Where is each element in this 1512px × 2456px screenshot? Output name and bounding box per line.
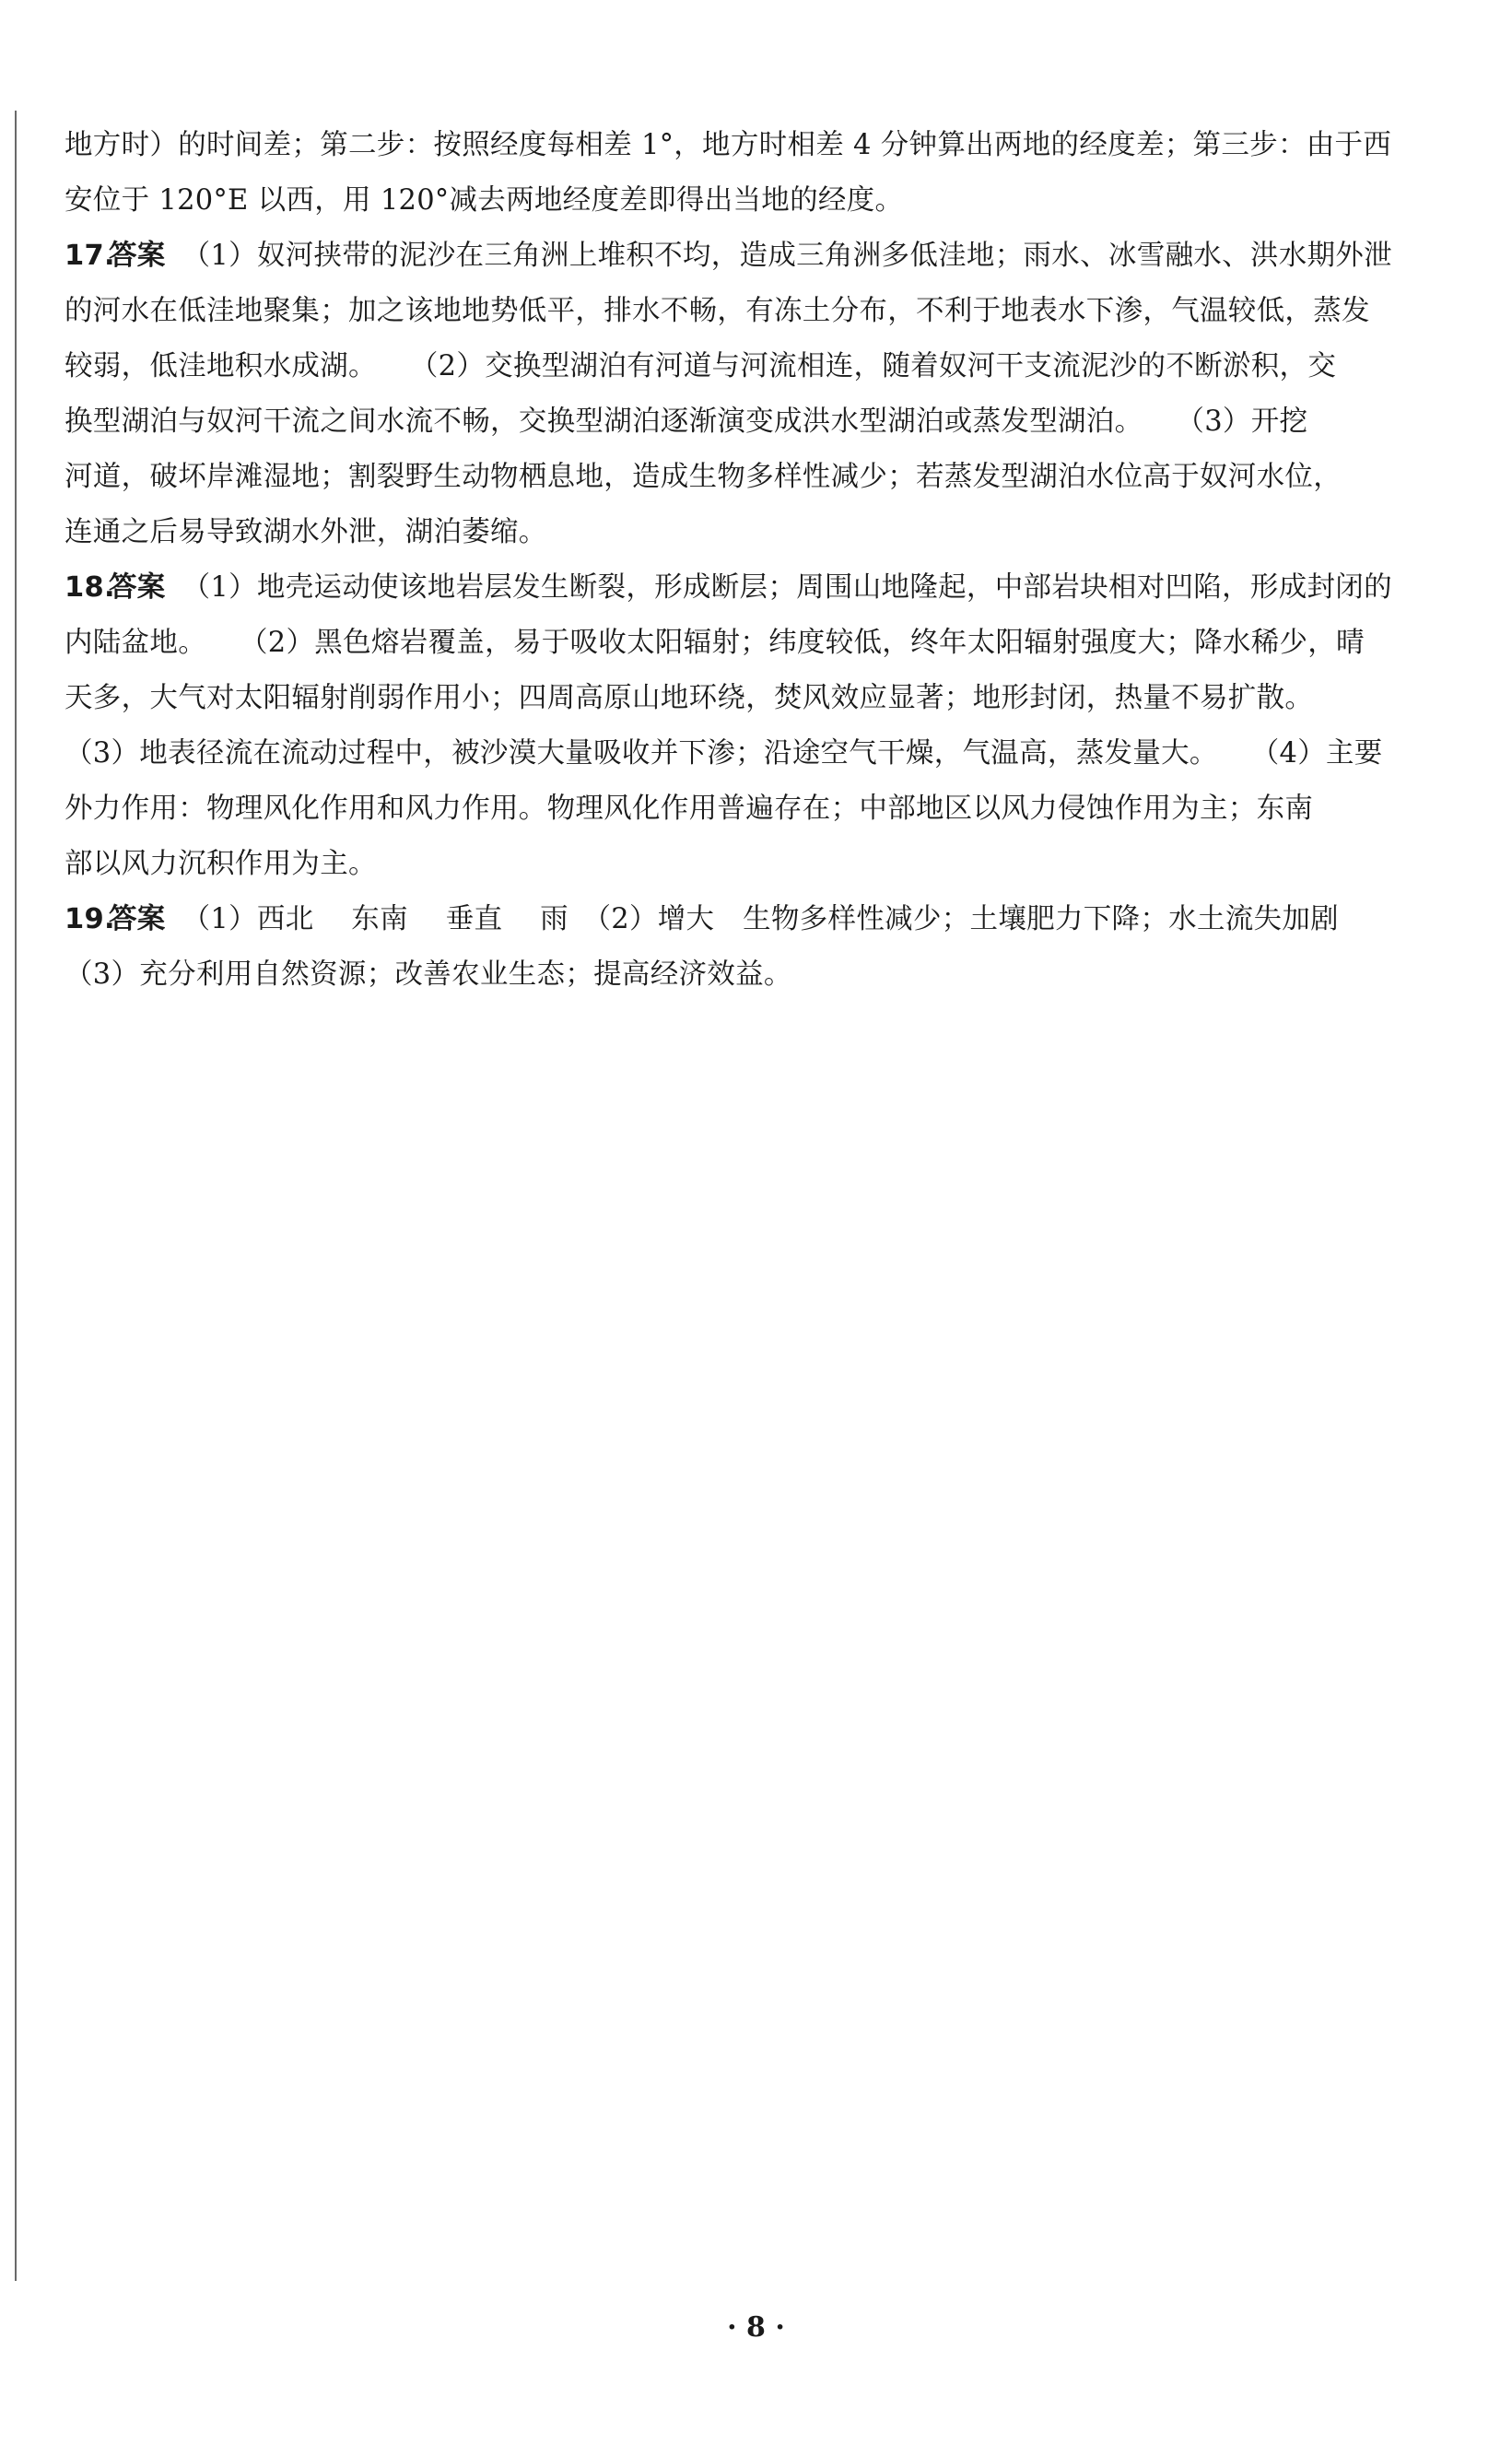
text-line: （3）开挖 <box>1176 405 1308 438</box>
question-number: 17. <box>64 240 115 272</box>
answer-17 <box>64 229 1460 560</box>
text-line: 河道，破坏岸滩湿地；割裂野生动物栖息地，造成生物多样性减少；若蒸发型湖泊水位高于奴河水位， <box>64 461 1342 493</box>
text-line: （3）地表径流在流动过程中，被沙漠大量吸收并下渗；沿途空气干燥，气温高，蒸发量大。 <box>64 737 1218 770</box>
text-line: 内陆盆地。 <box>64 627 206 659</box>
text-line: （2）黑色熔岩覆盖，易于吸收太阳辐射；纬度较低，终年太阳辐射强度大；降水稀少，晴 <box>240 627 1365 659</box>
text-line: （2）交换型湖泊有河道与河流相连，随着奴河干支流泥沙的不断淤积，交 <box>409 350 1337 382</box>
page-number: · 8 · <box>727 2311 785 2344</box>
question-number: 19. <box>64 903 115 935</box>
text-line: （4）主要 <box>1250 737 1383 770</box>
text-line: 的河水在低洼地聚集；加之该地地势低平，排水不畅，有冻土分布，不利于地表水下渗，气温较低，蒸发 <box>64 295 1370 327</box>
text-line: 换型湖泊与奴河干流之间水流不畅，交换型湖泊逐渐演变成洪水型湖泊或蒸发型湖泊。 <box>64 405 1143 438</box>
text-line: （3）充分利用自然资源；改善农业生态；提高经济效益。 <box>64 958 792 991</box>
answer-18 <box>64 560 1460 892</box>
left-margin-rule <box>15 111 17 2281</box>
answer-19 <box>64 892 1460 1003</box>
text-line: （1）奴河挟带的泥沙在三角洲上堆积不均，造成三角洲多低洼地；雨水、冰雪融水、洪水期外泄 <box>182 240 1392 272</box>
answer-label: 答案 <box>109 903 166 935</box>
text-line: 较弱，低洼地积水成湖。 <box>64 350 377 382</box>
text-line: 天多，大气对太阳辐射削弱作用小；四周高原山地环绕，焚风效应显著；地形封闭，热量不易扩散。 <box>64 682 1314 714</box>
text-line: 连通之后易导致湖水外泄，湖泊萎缩。 <box>64 516 547 548</box>
continuation-block <box>64 118 1460 229</box>
answer-label: 答案 <box>109 571 166 604</box>
text-line: 安位于 120°E 以西，用 120°减去两地经度差即得出当地的经度。 <box>64 184 904 217</box>
text-line: 部以风力沉积作用为主。 <box>64 848 377 880</box>
question-number: 18. <box>64 571 115 604</box>
text-line: 外力作用：物理风化作用和风力作用。物理风化作用普遍存在；中部地区以风力侵蚀作用为主；东南 <box>64 793 1314 825</box>
text-line: （1）西北 东南 垂直 雨 （2）增大 生物多样性减少；土壤肥力下降；水土流失加剧 <box>182 903 1339 935</box>
answer-label: 答案 <box>109 240 166 272</box>
text-line: 地方时）的时间差；第二步：按照经度每相差 1°，地方时相差 4 分钟算出两地的经度差；第三步：由于西 <box>64 129 1392 161</box>
answer-content <box>64 118 1460 1003</box>
text-line: （1）地壳运动使该地岩层发生断裂，形成断层；周围山地隆起，中部岩块相对凹陷，形成封闭的 <box>182 571 1392 604</box>
